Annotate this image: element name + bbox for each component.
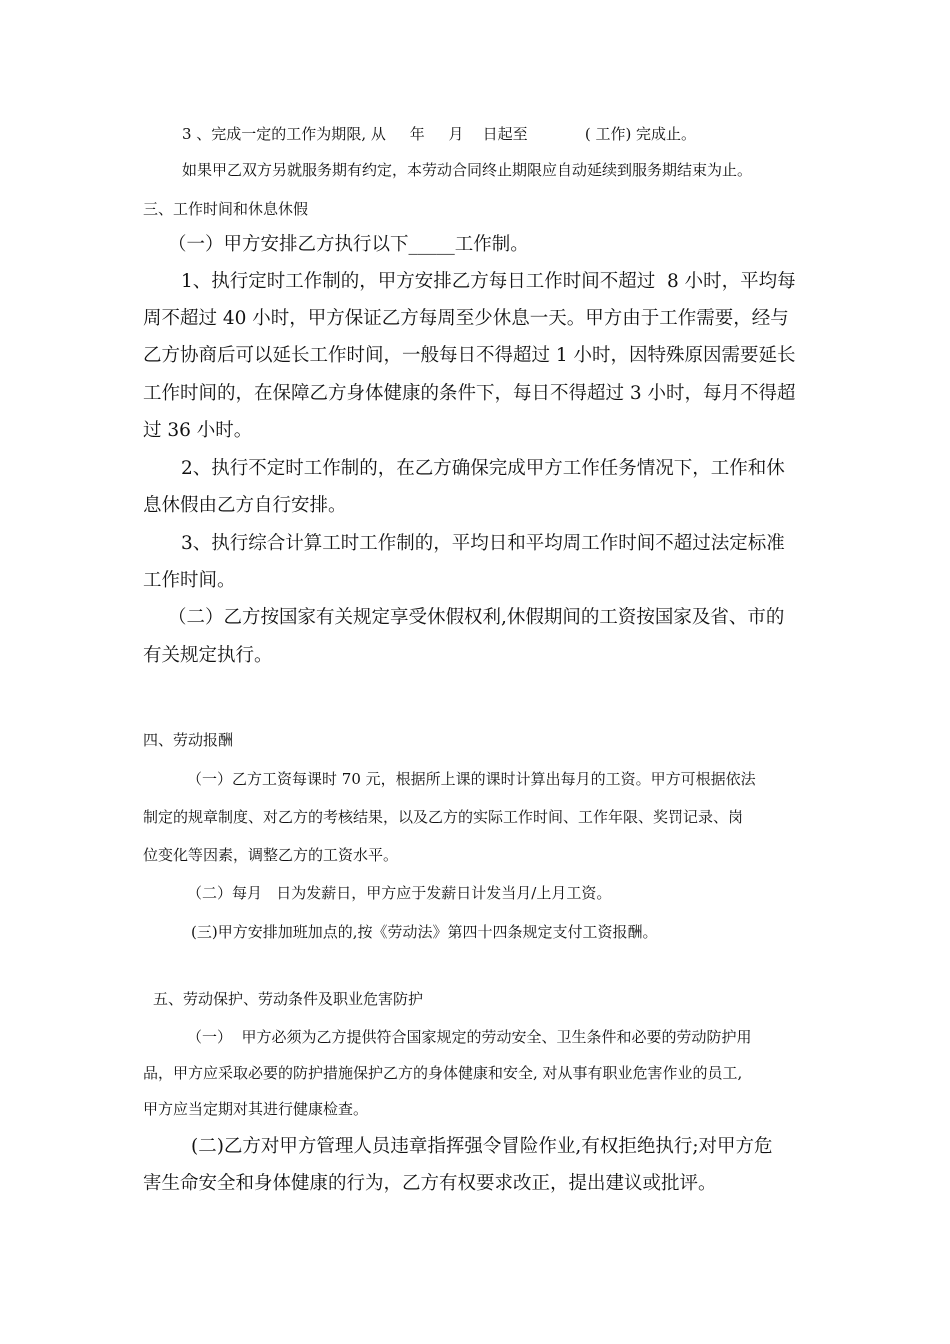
paragraph-line: 乙方协商后可以延长工作时间，一般每日不得超过 1 小时，因特殊原因需要延长 (143, 345, 796, 366)
paragraph-line: （一）乙方工资每课时 70 元，根据所上课的课时计算出每月的工资。甲方可根据依法 (187, 770, 756, 788)
payday-clause: （二）每月 日为发薪日，甲方应于发薪日计发当月/上月工资。 (187, 884, 612, 902)
work-system-clause: （一）甲方安排乙方执行以下_____工作制。 (168, 234, 529, 255)
paragraph-line: 1、执行定时工作制的，甲方安排乙方每日工作时间不超过 8 小时，平均每 (181, 271, 796, 292)
paragraph-line: 有关规定执行。 (143, 645, 273, 666)
paragraph-line: （二）乙方按国家有关规定享受休假权利,休假期间的工资按国家及省、市的 (168, 607, 785, 628)
paragraph-line: 2、执行不定时工作制的，在乙方确保完成甲方工作任务情况下，工作和休 (181, 458, 785, 479)
paragraph-line: 位变化等因素，调整乙方的工资水平。 (143, 846, 399, 864)
section-heading-labor-protection: 五、劳动保护、劳动条件及职业危害防护 (153, 990, 424, 1008)
paragraph-line: 过 36 小时。 (143, 420, 253, 441)
paragraph-line: 制定的规章制度、对乙方的考核结果，以及乙方的实际工作时间、工作年限、奖罚记录、岗 (143, 808, 744, 826)
paragraph-line: 甲方应当定期对其进行健康检查。 (143, 1100, 369, 1118)
paragraph-line: 周不超过 40 小时，甲方保证乙方每周至少休息一天。甲方由于工作需要，经与 (143, 308, 789, 329)
paragraph-line: （一） 甲方必须为乙方提供符合国家规定的劳动安全、卫生条件和必要的劳动防护用 (187, 1028, 752, 1046)
service-period-note: 如果甲乙双方另就服务期有约定，本劳动合同终止期限应自动延续到服务期结束为止。 (182, 161, 753, 179)
section-heading-remuneration: 四、劳动报酬 (143, 731, 234, 749)
term-item-3: 3 、完成一定的工作为期限, 从 年 月 日起至 ( 工作) 完成止。 (182, 125, 697, 143)
paragraph-line: 品，甲方应采取必要的防护措施保护乙方的身体健康和安全, 对从事有职业危害作业的员工, (143, 1064, 743, 1082)
paragraph-line: (二)乙方对甲方管理人员违章指挥强令冒险作业,有权拒绝执行;对甲方危 (191, 1136, 773, 1157)
paragraph-line: 息休假由乙方自行安排。 (143, 495, 347, 516)
paragraph-line: 3、执行综合计算工时工作制的，平均日和平均周工作时间不超过法定标准 (181, 533, 785, 554)
paragraph-line: 害生命安全和身体健康的行为，乙方有权要求改正，提出建议或批评。 (143, 1173, 717, 1194)
overtime-pay-clause: (三)甲方安排加班加点的,按《劳动法》第四十四条规定支付工资报酬。 (191, 923, 658, 941)
paragraph-line: 工作时间的，在保障乙方身体健康的条件下，每日不得超过 3 小时，每月不得超 (143, 383, 796, 404)
section-heading-work-hours: 三、工作时间和休息休假 (143, 200, 309, 218)
paragraph-line: 工作时间。 (143, 570, 236, 591)
